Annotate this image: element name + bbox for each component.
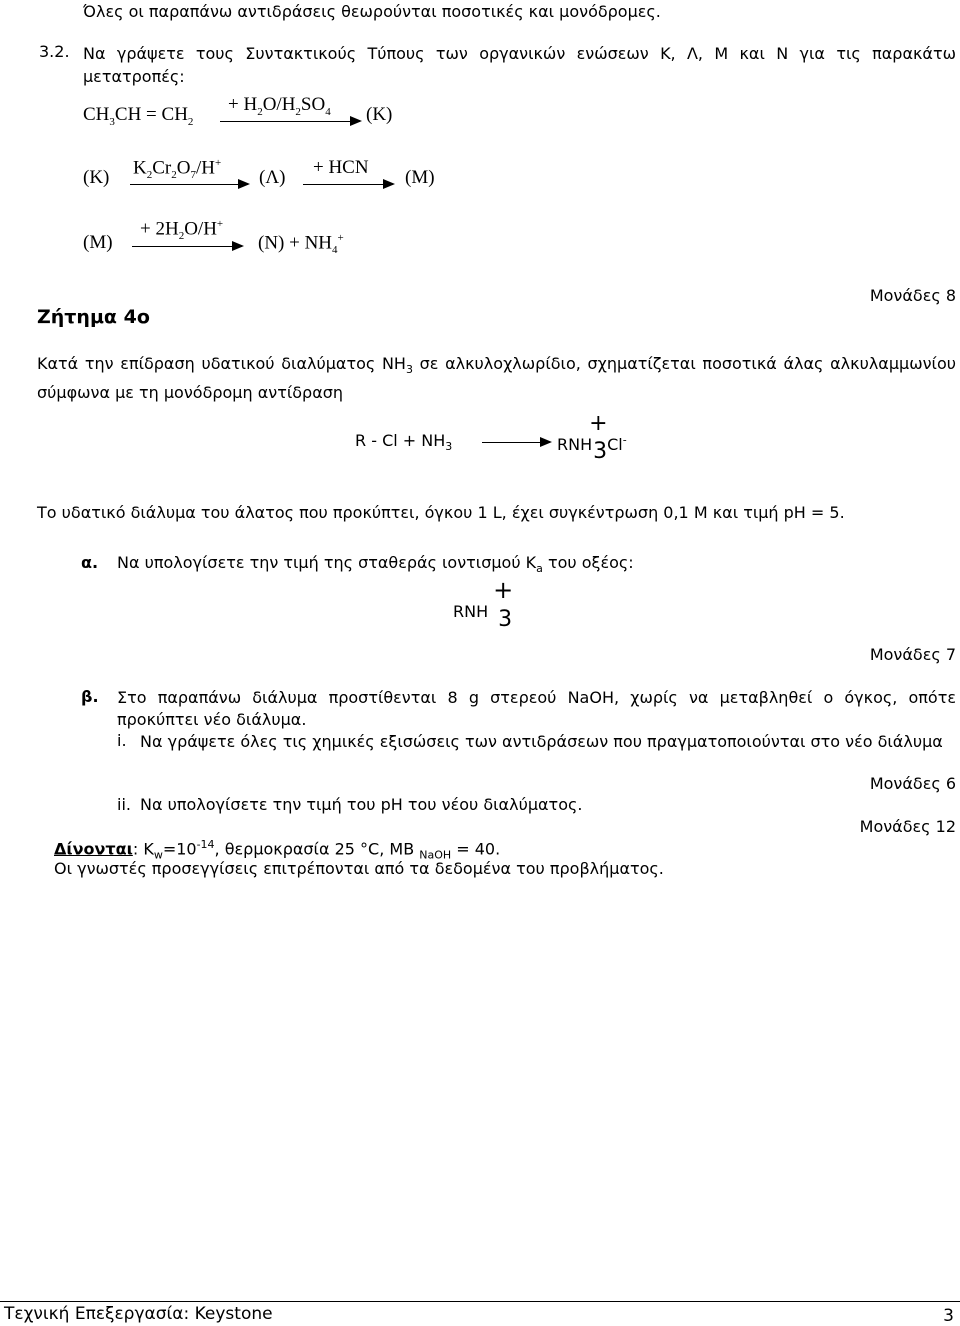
reaction2-reagent2: + HCN xyxy=(313,157,369,178)
reaction3-reactant: (M) xyxy=(83,232,113,253)
question-number: 3.2. xyxy=(39,42,70,61)
part-bi-points: Μονάδες 6 xyxy=(869,774,956,793)
part-bi-text: Να γράψετε όλες τις χημικές εξισώσεις των αντιδράσεων που πραγματοποιούνται στο νέο διάλυμα xyxy=(140,732,943,751)
part-a-species: RNH + 3 xyxy=(453,576,514,632)
part-bii-points: Μονάδες 12 xyxy=(859,817,956,836)
footer-divider xyxy=(0,1301,960,1302)
part-b-text: Στο παραπάνω διάλυμα προστίθενται 8 g στερεού NaOH, χωρίς να μεταβληθεί ο όγκος, οπότε προκύπτει νέο διάλυμα. xyxy=(117,688,957,729)
part-bii-label: ii. xyxy=(117,795,131,814)
reaction1-reactant: $CH_3CH = CH_2$ xyxy=(83,104,194,128)
rxn-product: RNH + 3Cl- xyxy=(557,411,627,464)
rxn-reactants: $R - Cl + NH_3$ xyxy=(355,431,453,454)
reaction2-arrow2 xyxy=(303,184,393,185)
question-text: Να γράψετε τους Συντακτικούς Τύπους των οργανικών ενώσεων Κ, Λ, Μ και Ν για τις παρακάτω μετατροπές: xyxy=(83,44,956,86)
reaction2-product: (M) xyxy=(405,167,435,188)
reaction2-reagent: $K_2Cr_2O_7/H^+$ xyxy=(133,157,222,182)
points-total: Μονάδες 8 xyxy=(869,286,956,305)
given-label: Δίνονται xyxy=(54,839,133,859)
reaction3-arrow xyxy=(132,246,242,247)
intro-note: Όλες οι παραπάνω αντιδράσεις θεωρούνται ποσοτικές και μονόδρομες. xyxy=(83,2,661,21)
part-b-label: β. xyxy=(81,687,99,706)
topic-title: Ζήτημα 4ο xyxy=(37,306,150,328)
given-line: Δίνονται: $K_w=10^{-14}$, θερμοκρασία 25 °C, MB $_{NaOH}$ = 40. xyxy=(54,838,501,862)
reaction2-intermediate: (Λ) xyxy=(259,167,286,188)
reaction3-products: $(N) + NH_4^+$ xyxy=(258,232,344,257)
reaction2-arrow1 xyxy=(130,184,248,185)
reaction1-product: (K) xyxy=(366,104,393,125)
solution-text: Το υδατικό διάλυμα του άλατος που προκύπτει, όγκου 1 L, έχει συγκέντρωση 0,1 M και τιμή pH = 5. xyxy=(37,503,845,522)
reaction1-arrow xyxy=(220,121,360,122)
page-number: 3 xyxy=(943,1306,954,1326)
topic-intro: Κατά την επίδραση υδατικού διαλύματος $NH_3$ σε αλκυλοχλωρίδιο, σχηματίζεται ποσοτικά άλας αλκυλαμμωνίου σύμφωνα με τη μονόδρομη αντίδραση xyxy=(37,354,957,403)
reaction3-reagent: + $2H_2O/H^+$ xyxy=(140,218,224,243)
part-a-points: Μονάδες 7 xyxy=(869,645,956,664)
approx-note: Οι γνωστές προσεγγίσεις επιτρέπονται από τα δεδομένα του προβλήματος. xyxy=(54,859,664,878)
part-a-label: α. xyxy=(81,553,99,572)
footer-text: Τεχνική Επεξεργασία: Keystone xyxy=(4,1304,273,1324)
reaction2-reactant: (K) xyxy=(83,167,110,188)
part-bi-label: i. xyxy=(117,731,127,750)
part-bii-text: Να υπολογίσετε την τιμή του pH του νέου διαλύματος. xyxy=(140,795,583,814)
rxn-arrow xyxy=(482,442,550,443)
part-a-text: Να υπολογίσετε την τιμή της σταθεράς ιοντισμού $K_a$ του οξέος: xyxy=(117,553,634,576)
reaction1-reagent: + $H_2O/H_2SO_4$ xyxy=(228,94,331,118)
